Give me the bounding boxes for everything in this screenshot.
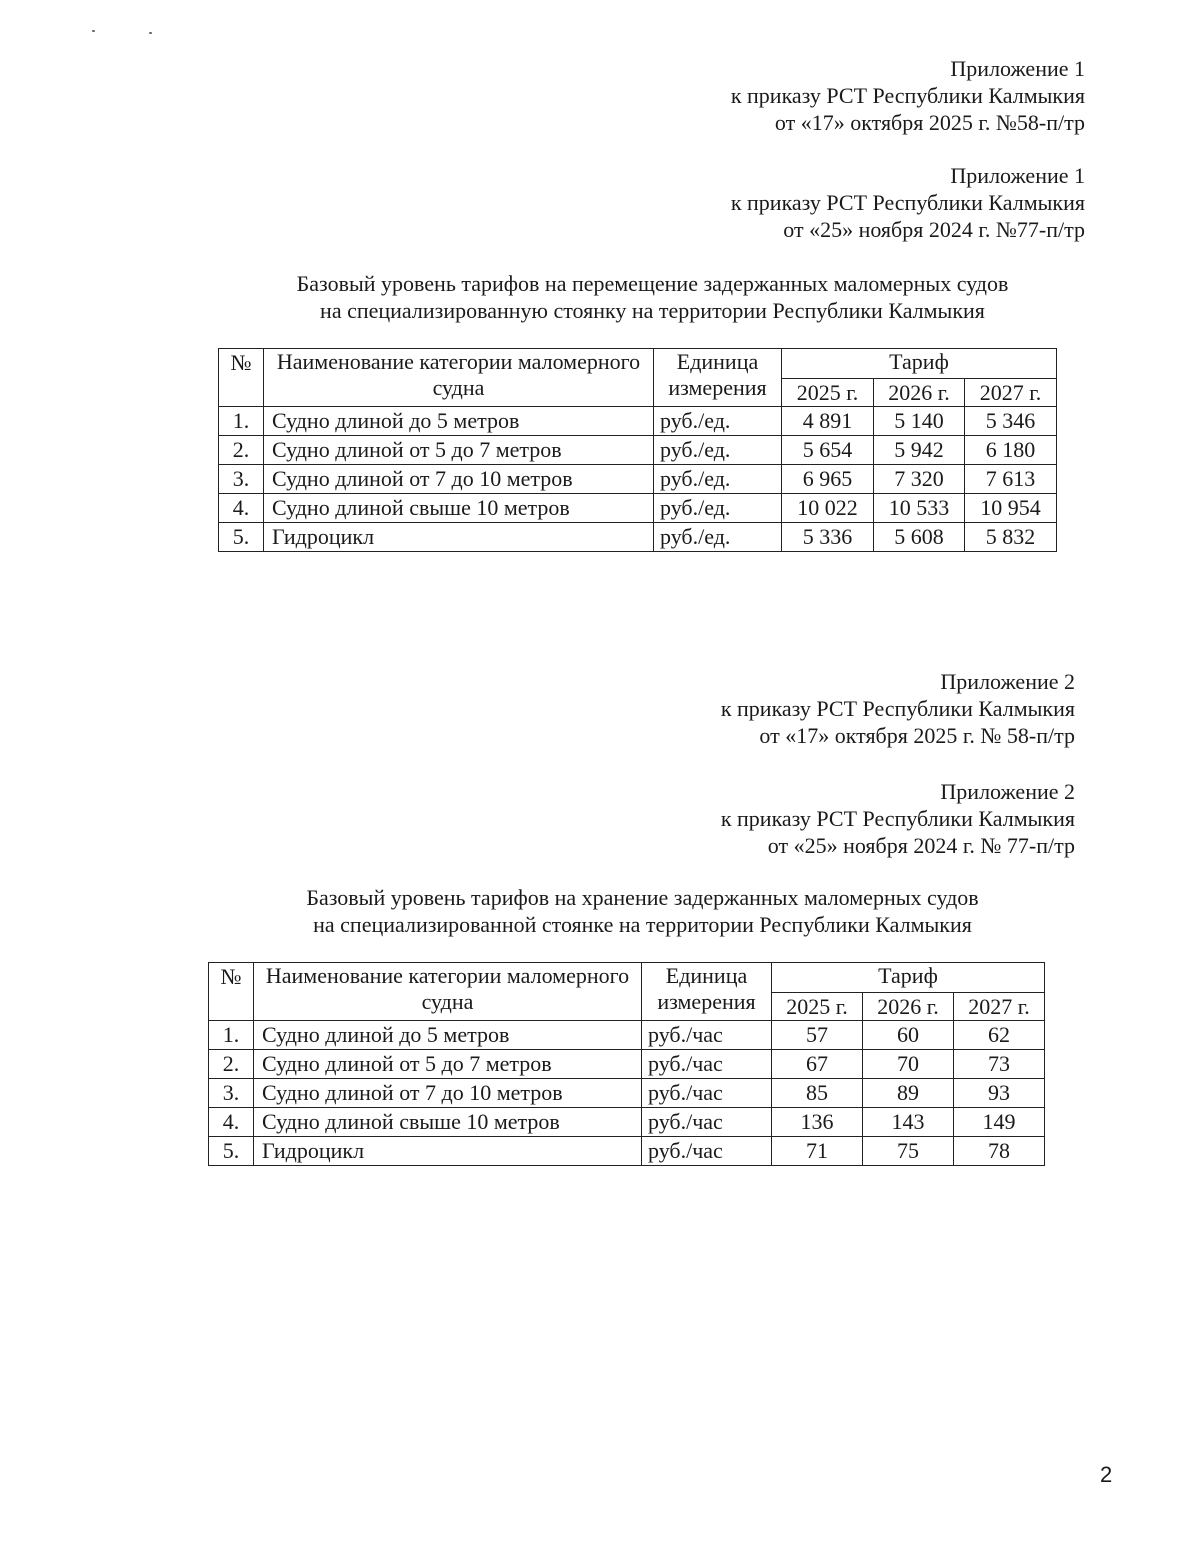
row-category: Судно длиной от 7 до 10 метров	[254, 1079, 642, 1108]
row-number: 3.	[219, 465, 264, 494]
appendix2-current-line-1: Приложение 2	[940, 669, 1075, 694]
row-unit: руб./ед.	[654, 407, 782, 436]
col-header-tariff: Тариф	[772, 963, 1045, 993]
row-value-2026: 75	[863, 1137, 954, 1166]
appendix2-previous-line-2: к приказу РСТ Республики Калмыкия	[720, 806, 1075, 831]
row-number: 4.	[209, 1108, 254, 1137]
table-row	[219, 465, 1057, 494]
appendix2-previous-order	[721, 778, 1075, 859]
row-unit: руб./час	[642, 1108, 772, 1137]
row-value-2026: 60	[863, 1021, 954, 1050]
appendix1-current-line-3: от «17» октября 2025 г. №58-п/тр	[774, 110, 1085, 135]
row-value-2026: 7 320	[874, 465, 965, 494]
row-unit: руб./час	[642, 1050, 772, 1079]
row-value-2026: 5 608	[874, 523, 965, 552]
appendix1-current-order	[731, 55, 1085, 136]
col-header-no: №	[219, 349, 264, 407]
row-value-2025: 85	[772, 1079, 863, 1108]
row-category: Судно длиной свыше 10 метров	[254, 1108, 642, 1137]
col-header-year-2025: 2025 г.	[772, 993, 863, 1021]
row-value-2027: 93	[954, 1079, 1045, 1108]
row-category: Судно длиной от 5 до 7 метров	[264, 436, 654, 465]
appendix2-current-line-2: к приказу РСТ Республики Калмыкия	[720, 696, 1075, 721]
row-value-2025: 71	[772, 1137, 863, 1166]
col-header-unit: Единица измерения	[642, 963, 772, 1021]
appendix1-current-line-1: Приложение 1	[950, 56, 1085, 81]
col-header-year-2027: 2027 г.	[965, 379, 1057, 407]
table-row	[209, 1021, 1045, 1050]
row-value-2025: 5 654	[782, 436, 874, 465]
col-header-year-2026: 2026 г.	[863, 993, 954, 1021]
appendix1-previous-order	[731, 162, 1085, 243]
row-category: Гидроцикл	[264, 523, 654, 552]
row-value-2027: 6 180	[965, 436, 1057, 465]
row-unit: руб./ед.	[654, 436, 782, 465]
row-value-2027: 5 832	[965, 523, 1057, 552]
table-row	[219, 436, 1057, 465]
row-value-2026: 89	[863, 1079, 954, 1108]
row-number: 1.	[209, 1021, 254, 1050]
appendix1-title-line-2: на специализированную стоянку на территории Республики Калмыкия	[320, 298, 985, 323]
row-number: 3.	[209, 1079, 254, 1108]
appendix1-current-line-2: к приказу РСТ Республики Калмыкия	[730, 83, 1085, 108]
table-row	[219, 494, 1057, 523]
row-number: 5.	[219, 523, 264, 552]
row-unit: руб./час	[642, 1021, 772, 1050]
col-header-no: №	[209, 963, 254, 1021]
appendix1-tariff-table	[218, 348, 1057, 552]
col-header-tariff: Тариф	[782, 349, 1057, 379]
table-row	[209, 1108, 1045, 1137]
col-header-name: Наименование категории маломерного судна	[264, 349, 654, 407]
row-category: Судно длиной от 5 до 7 метров	[254, 1050, 642, 1079]
row-number: 5.	[209, 1137, 254, 1166]
row-unit: руб./ед.	[654, 465, 782, 494]
appendix2-current-line-3: от «17» октября 2025 г. № 58-п/тр	[759, 723, 1075, 748]
row-number: 2.	[219, 436, 264, 465]
row-value-2027: 10 954	[965, 494, 1057, 523]
appendix1-previous-line-1: Приложение 1	[950, 163, 1085, 188]
row-unit: руб./ед.	[654, 494, 782, 523]
table-row	[219, 523, 1057, 552]
table-row	[219, 407, 1057, 436]
row-value-2027: 62	[954, 1021, 1045, 1050]
row-value-2027: 73	[954, 1050, 1045, 1079]
row-unit: руб./ед.	[654, 523, 782, 552]
col-header-year-2027: 2027 г.	[954, 993, 1045, 1021]
row-category: Судно длиной до 5 метров	[264, 407, 654, 436]
row-value-2025: 4 891	[782, 407, 874, 436]
row-value-2025: 6 965	[782, 465, 874, 494]
row-value-2027: 7 613	[965, 465, 1057, 494]
row-number: 4.	[219, 494, 264, 523]
col-header-unit: Единица измерения	[654, 349, 782, 407]
appendix1-title-line-1: Базовый уровень тарифов на перемещение задержанных маломерных судов	[296, 271, 1009, 296]
appendix1-title	[200, 270, 1105, 324]
appendix2-previous-line-3: от «25» ноября 2024 г. № 77-п/тр	[767, 833, 1075, 858]
row-value-2027: 5 346	[965, 407, 1057, 436]
row-value-2026: 143	[863, 1108, 954, 1137]
row-value-2026: 70	[863, 1050, 954, 1079]
table-row	[209, 1137, 1045, 1166]
table-row	[209, 1050, 1045, 1079]
row-value-2025: 10 022	[782, 494, 874, 523]
appendix2-previous-line-1: Приложение 2	[940, 779, 1075, 804]
row-category: Судно длиной от 7 до 10 метров	[264, 465, 654, 494]
row-value-2027: 149	[954, 1108, 1045, 1137]
col-header-year-2026: 2026 г.	[874, 379, 965, 407]
col-header-name: Наименование категории маломерного судна	[254, 963, 642, 1021]
appendix2-tariff-table	[208, 962, 1045, 1166]
appendix1-previous-line-3: от «25» ноября 2024 г. №77-п/тр	[783, 217, 1085, 242]
appendix2-title	[190, 884, 1095, 938]
row-number: 2.	[209, 1050, 254, 1079]
appendix2-title-line-2: на специализированной стоянке на территории Республики Калмыкия	[313, 912, 972, 937]
appendix1-previous-line-2: к приказу РСТ Республики Калмыкия	[730, 190, 1085, 215]
col-header-year-2025: 2025 г.	[782, 379, 874, 407]
row-value-2026: 5 942	[874, 436, 965, 465]
row-category: Гидроцикл	[254, 1137, 642, 1166]
row-unit: руб./час	[642, 1137, 772, 1166]
row-category: Судно длиной свыше 10 метров	[264, 494, 654, 523]
table-row	[209, 1079, 1045, 1108]
row-value-2025: 136	[772, 1108, 863, 1137]
row-category: Судно длиной до 5 метров	[254, 1021, 642, 1050]
row-value-2027: 78	[954, 1137, 1045, 1166]
appendix2-title-line-1: Базовый уровень тарифов на хранение задержанных маломерных судов	[306, 885, 979, 910]
appendix2-current-order	[721, 668, 1075, 749]
row-value-2025: 5 336	[782, 523, 874, 552]
row-value-2026: 10 533	[874, 494, 965, 523]
row-value-2026: 5 140	[874, 407, 965, 436]
page-number: 2	[1100, 1462, 1113, 1487]
row-unit: руб./час	[642, 1079, 772, 1108]
row-value-2025: 67	[772, 1050, 863, 1079]
row-value-2025: 57	[772, 1021, 863, 1050]
row-number: 1.	[219, 407, 264, 436]
